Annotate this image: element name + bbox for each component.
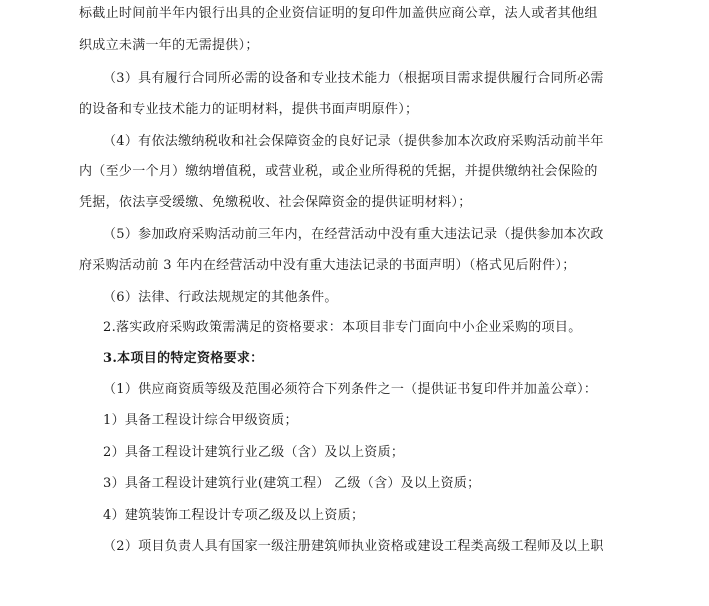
- text-line: （2）项目负责人具有国家一级注册建筑师执业资格或建设工程类高级工程师及以上职: [103, 539, 604, 554]
- text-line: （3）具有履行合同所必需的设备和专业技术能力（根据项目需求提供履行合同所必需: [103, 71, 604, 86]
- text-line: 1）具备工程设计综合甲级资质；: [103, 413, 298, 428]
- text-line: 的设备和专业技术能力的证明材料，提供书面声明原件）；: [79, 102, 419, 117]
- text-line: 2）具备工程设计建筑行业乙级（含）及以上资质；: [103, 445, 405, 460]
- text-line: 4）建筑装饰工程设计专项乙级及以上资质；: [103, 508, 365, 523]
- text-line: 3）具备工程设计建筑行业(建筑工程） 乙级（含）及以上资质；: [103, 476, 481, 491]
- section-heading: 3.本项目的特定资格要求：: [103, 351, 264, 366]
- text-line: 凭据，依法享受缓缴、免缴税收、社会保障资金的提供证明材料）；: [79, 195, 472, 210]
- text-line: 2.落实政府采购政策需满足的资格要求：本项目非专门面向中小企业采购的项目。: [103, 320, 582, 335]
- text-line: 织成立未满一年的无需提供）；: [79, 38, 259, 53]
- text-line: （1）供应商资质等级及范围必须符合下列条件之一（提供证书复印件并加盖公章）：: [103, 382, 598, 397]
- text-line: 内（至少一个月）缴纳增值税，或营业税，或企业所得税的凭据，并提供缴纳社会保险的: [79, 164, 598, 179]
- text-line: （5）参加政府采购活动前三年内，在经营活动中没有重大违法记录（提供参加本次政: [103, 227, 604, 242]
- text-line: 标截止时间前半年内银行出具的企业资信证明的复印件加盖供应商公章，法人或者其他组: [79, 6, 598, 21]
- text-line: 府采购活动前 3 年内在经营活动中没有重大违法记录的书面声明）（格式见后附件）；: [79, 258, 576, 273]
- text-line: （4）有依法缴纳税收和社会保障资金的良好记录（提供参加本次政府采购活动前半年: [103, 134, 604, 149]
- text-line: （6）法律、行政法规规定的其他条件。: [103, 290, 338, 305]
